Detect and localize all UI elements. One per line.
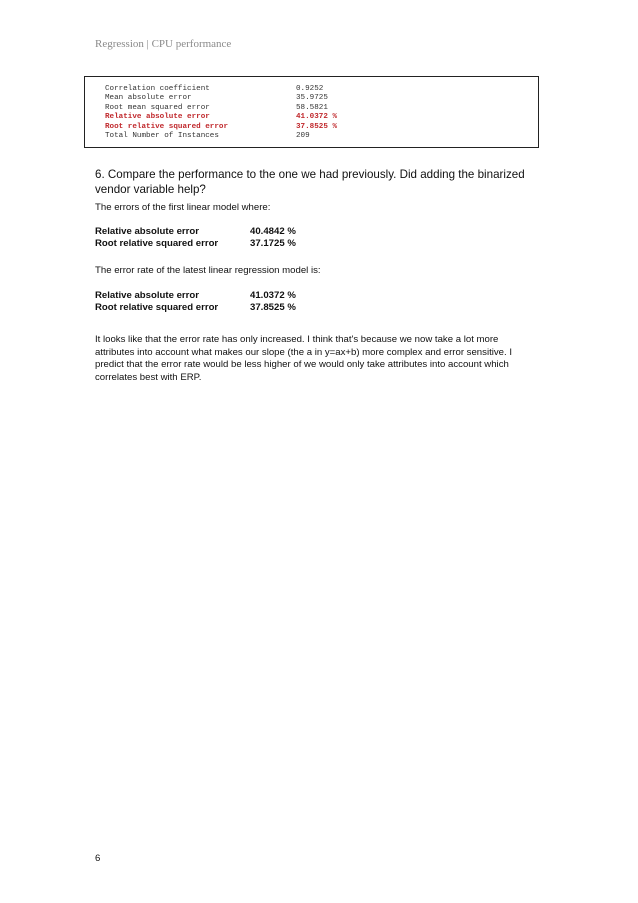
stat-row-mean-absolute-error xyxy=(105,94,538,103)
stat-value: 0.9252 xyxy=(296,85,324,93)
error-value: 41.0372 % xyxy=(250,290,296,301)
stat-row-correlation xyxy=(105,85,538,94)
stat-value: 209 xyxy=(296,132,310,141)
stat-label: Relative absolute error xyxy=(105,113,210,122)
stat-value: 41.0372 % xyxy=(296,113,338,122)
stat-label: Root relative squared error xyxy=(105,122,229,131)
first-model-intro: The errors of the first linear model where: xyxy=(95,202,271,213)
error-value: 37.1725 % xyxy=(250,238,296,250)
page-header: Regression | CPU performance xyxy=(95,38,232,50)
evaluation-output-box xyxy=(84,76,539,148)
stat-value: 37.8525 % xyxy=(296,122,338,131)
stat-value: 35.9725 xyxy=(296,94,328,103)
error-value: 37.8525 % xyxy=(250,302,296,314)
error-row xyxy=(95,302,296,314)
latest-model-errors xyxy=(95,290,296,315)
stat-label: Correlation coefficient xyxy=(105,85,210,93)
error-row xyxy=(95,238,296,250)
conclusion-paragraph: It looks like that the error rate has only increased. I think that's because we now take a lot more attributes into account what makes our slope (the a in y=ax+b) more complex and error sensitive. I predict that the error rate would be less higher of we would only take attributes into account which correlates best with ERP. xyxy=(95,334,513,383)
stat-label: Total Number of Instances xyxy=(105,132,219,141)
first-model-errors xyxy=(95,226,296,251)
question-heading: 6. Compare the performance to the one we had previously. Did adding the binarized vendor variable help? xyxy=(95,168,525,196)
latest-model-intro: The error rate of the latest linear regression model is: xyxy=(95,265,321,276)
error-value: 40.4842 % xyxy=(250,226,296,237)
stat-label: Mean absolute error xyxy=(105,94,192,103)
error-label: Root relative squared error xyxy=(95,302,219,314)
error-label: Relative absolute error xyxy=(95,226,199,237)
stat-row-relative-absolute-error xyxy=(105,113,538,122)
stat-row-root-relative-squared-error xyxy=(105,123,538,132)
error-row xyxy=(95,290,296,302)
error-label: Root relative squared error xyxy=(95,238,219,250)
page-number: 6 xyxy=(95,853,101,864)
stat-label: Root mean squared error xyxy=(105,103,210,112)
stat-value: 58.5821 xyxy=(296,103,328,112)
error-row xyxy=(95,226,296,238)
error-label: Relative absolute error xyxy=(95,290,199,301)
stat-row-root-mean-squared-error xyxy=(105,104,538,113)
stat-row-total-instances xyxy=(105,132,538,141)
